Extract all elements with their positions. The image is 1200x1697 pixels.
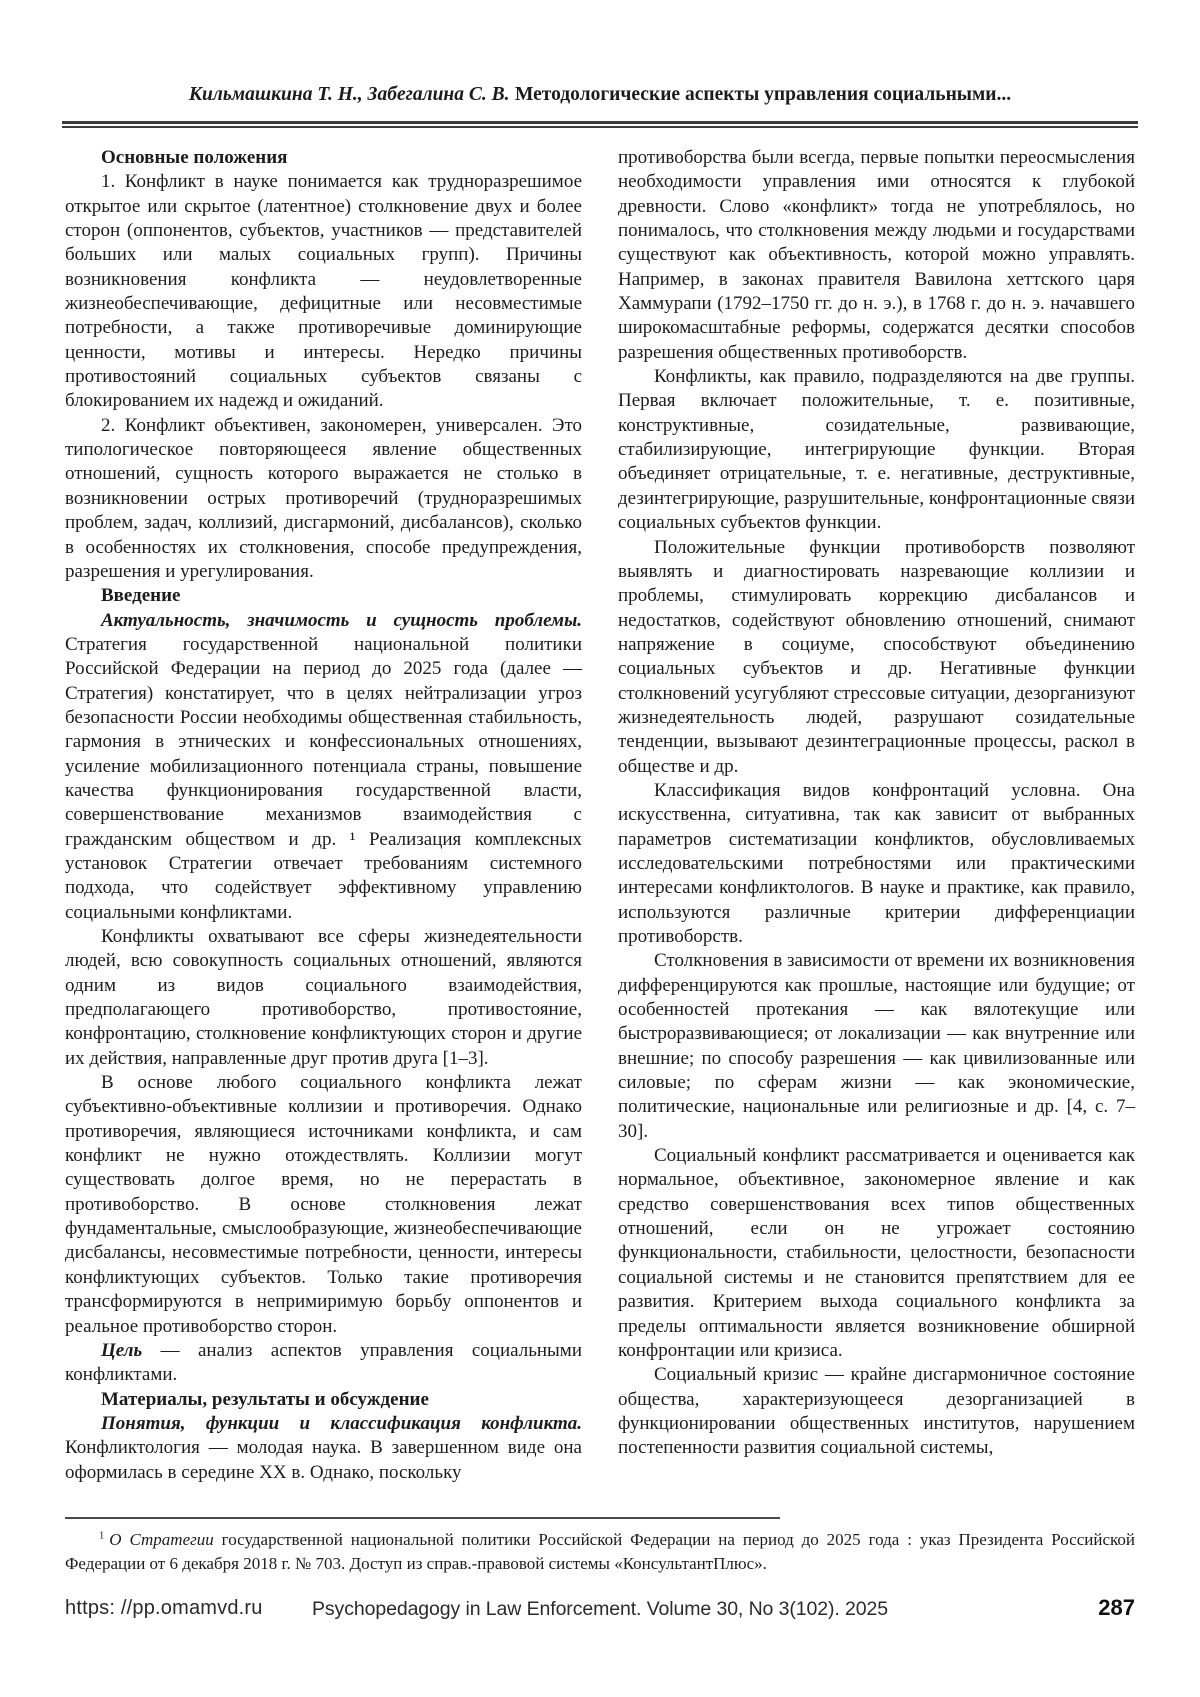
concepts-lead: Понятия, функции и классификация конфликта.: [101, 1412, 582, 1434]
positive-functions-paragraph: Положительные функции противоборств позволяют выявлять и диагностировать назревающие коллизии и проблемы, стимулировать коррекцию дисбалансов и недостатков, содействуют обновлению отношений, снимают напряжение в социуме, способствуют объединению социальных субъектов и др. Негативные функции столкновений усугубляют стрессовые ситуации, дезорганизуют жизнедеятельность людей, разрушают созидательные тенденции, вызывают дезинтеграционные процессы, раскол в обществе и др.: [618, 536, 1135, 777]
footnote-lead: О Стратегии: [109, 1530, 214, 1549]
footnote-marker: 1: [99, 1530, 105, 1542]
key-points-heading: Основные положения: [101, 147, 288, 168]
right-column: [618, 146, 1135, 1485]
key-point-2: 2. Конфликт объективен, закономерен, универсален. Это типологическое повторяющееся явление общественных отношений, сущность которого выражается не столько в возникновении острых противоречий (трудноразрешимых проблем, задач, коллизий, дисгармоний, дисбалансов), сколько в особенностях их столкновения, способе предупреждения, разрешения и урегулирования.: [65, 414, 582, 582]
social-crisis-paragraph: Социальный кризис — крайне дисгармоничное состояние общества, характеризующееся дезорганизацией в функционировании общественных институтов, нарушением постепенности развития социальной системы,: [618, 1364, 1135, 1459]
footnote: [65, 1528, 1135, 1575]
journal-citation: Psychopedagogy in Law Enforcement. Volume 30, No 3(102). 2025: [311, 1598, 888, 1620]
concepts-text: Конфликтология — молодая наука. В завершенном виде она оформилась в середине ХХ в. Однако, поскольку: [65, 1437, 582, 1483]
footnote-divider: [65, 1517, 780, 1519]
page-footer: [0, 1597, 1200, 1625]
goal-text: — анализ аспектов управления социальными конфликтами.: [65, 1339, 582, 1386]
running-header-title: Методологические аспекты управления социальными...: [514, 84, 1012, 105]
conflict-basis-paragraph: В основе любого социального конфликта лежат субъективно-объективные коллизии и противоречия. Однако противоречия, являющиеся источниками конфликта, и сам конфликт не нужно отождествлять. Коллизии могут существовать долгое время, но не перерастать в противоборство. В основе столкновения лежат фундаментальные, смыслообразующие, жизнеобеспечивающие дисбалансы, несовместимые потребности, ценности, интересы конфликтующих субъектов. Только такие противоречия трансформируются в непримиримую борьбу оппонентов и реальное противоборство сторон.: [65, 1072, 582, 1337]
social-conflict-assessment-paragraph: Социальный конфликт рассматривается и оценивается как нормальное, объективное, закономерное явление и как средство совершенствования всех типов общественных отношений, если он не угрожает состоянию функциональности, стабильности, целостности, безопасности социальной системы и не становится препятствием для ее развития. Критерием выхода социального конфликта за пределы оптимальности является возникновение обширной конфронтации или кризиса.: [618, 1145, 1135, 1361]
relevance-lead: Актуальность, значимость и сущность проблемы.: [101, 609, 582, 631]
relevance-paragraph: [65, 609, 582, 925]
running-header-authors: Кильмашкина Т. Н., Забегалина С. В.: [188, 84, 510, 105]
left-column: [65, 146, 582, 1485]
journal-url-link[interactable]: https: //pp.omamvd.ru: [65, 1597, 263, 1619]
article-body: [65, 146, 1135, 1485]
goal-paragraph: [65, 1339, 582, 1388]
header-divider: [62, 121, 1138, 128]
running-header: [65, 82, 1135, 108]
continuation-paragraph: противоборства были всегда, первые попытки переосмысления необходимости управления ими относятся к глубокой древности. Слово «конфликт» тогда не употреблялось, но понималось, что столкновения между людьми и государствами существуют как объективность, которой можно управлять. Например, в законах правителя Вавилона хеттского царя Хаммурапи (1792–1750 гг. до н. э.), в 1768 г. до н. э. начавшего широкомасштабные реформы, содержатся десятки способов разрешения общественных противоборств.: [618, 147, 1135, 363]
materials-heading: Материалы, результаты и обсуждение: [101, 1388, 429, 1410]
introduction-heading: Введение: [101, 585, 181, 607]
conflict-groups-paragraph: Конфликты, как правило, подразделяются на две группы. Первая включает положительные, т. е. позитивные, конструктивные, созидательные, развивающие, стабилизирующие, интегрирующие функции. Вторая объединяет отрицательные, т. е. негативные, деструктивные, дезинтегрирующие, разрушительные, конфронтационные связи социальных субъектов функции.: [618, 366, 1135, 534]
page-number: 287: [1098, 1595, 1135, 1620]
key-point-1: 1. Конфликт в науке понимается как трудноразрешимое открытое или скрытое (латентное) столкновение двух и более сторон (оппонентов, субъектов, участников — представителей больших или малых социальных групп). Причины возникновения конфликта — неудовлетворенные жизнеобеспечивающие, дефицитные или несовместимые потребности, а также противоречивые доминирующие ценности, мотивы и интересы. Нередко причины противостояний социальных субъектов связаны с блокированием их надежд и ожиданий.: [65, 171, 582, 412]
classification-paragraph: Классификация видов конфронтаций условна. Она искусственна, ситуативна, так как зависит от выбранных параметров систематизации конфликтов, обусловливаемых исследовательскими потребностями или практическими интересами конфликтологов. В науке и практике, как правило, используются различные критерии дифференциации противоборств.: [618, 779, 1135, 947]
time-differentiation-paragraph: Столкновения в зависимости от времени их возникновения дифференцируются как прошлые, настоящие или будущие; от особенностей протекания — как вялотекущие или быстроразвивающиеся; от локализации — как внутренние или внешние; по способу разрешения — как цивилизованные или силовые; по сферам жизни — как экономические, политические, национальные или религиозные и др. [4, с. 7–30].: [618, 950, 1135, 1142]
goal-lead: Цель: [101, 1339, 143, 1361]
footnote-text: государственной национальной политики Российской Федерации на период до 2025 года : указ Президента Российской Федерации от 6 декабря 2018 г. № 703. Доступ из справ.-правовой системы «КонсультантПлюс».: [65, 1530, 1136, 1573]
relevance-text: Стратегия государственной национальной политики Российской Федерации на период до 2025 года (далее — Стратегия) констатирует, что в целях нейтрализации угроз безопасности России необходимы общественная стабильность, гармония в этнических и конфессиональных отношениях, усиление мобилизационного потенциала страны, повышение качества функционирования государственной власти, совершенствование механизмов взаимодействия с гражданским обществом и др. ¹ Реализация комплексных установок Стратегии отвечает требованиям системного подхода, что содействует эффективному управлению социальными конфликтами.: [65, 633, 582, 923]
conflict-scope-paragraph: Конфликты охватывают все сферы жизнедеятельности людей, всю совокупность социальных отношений, являются одним из видов социального взаимодействия, предполагающего противоборство, противостояние, конфронтацию, столкновение конфликтующих сторон и другие их действия, направленные друг против друга [1–3].: [65, 926, 582, 1069]
concepts-paragraph: [65, 1412, 582, 1485]
